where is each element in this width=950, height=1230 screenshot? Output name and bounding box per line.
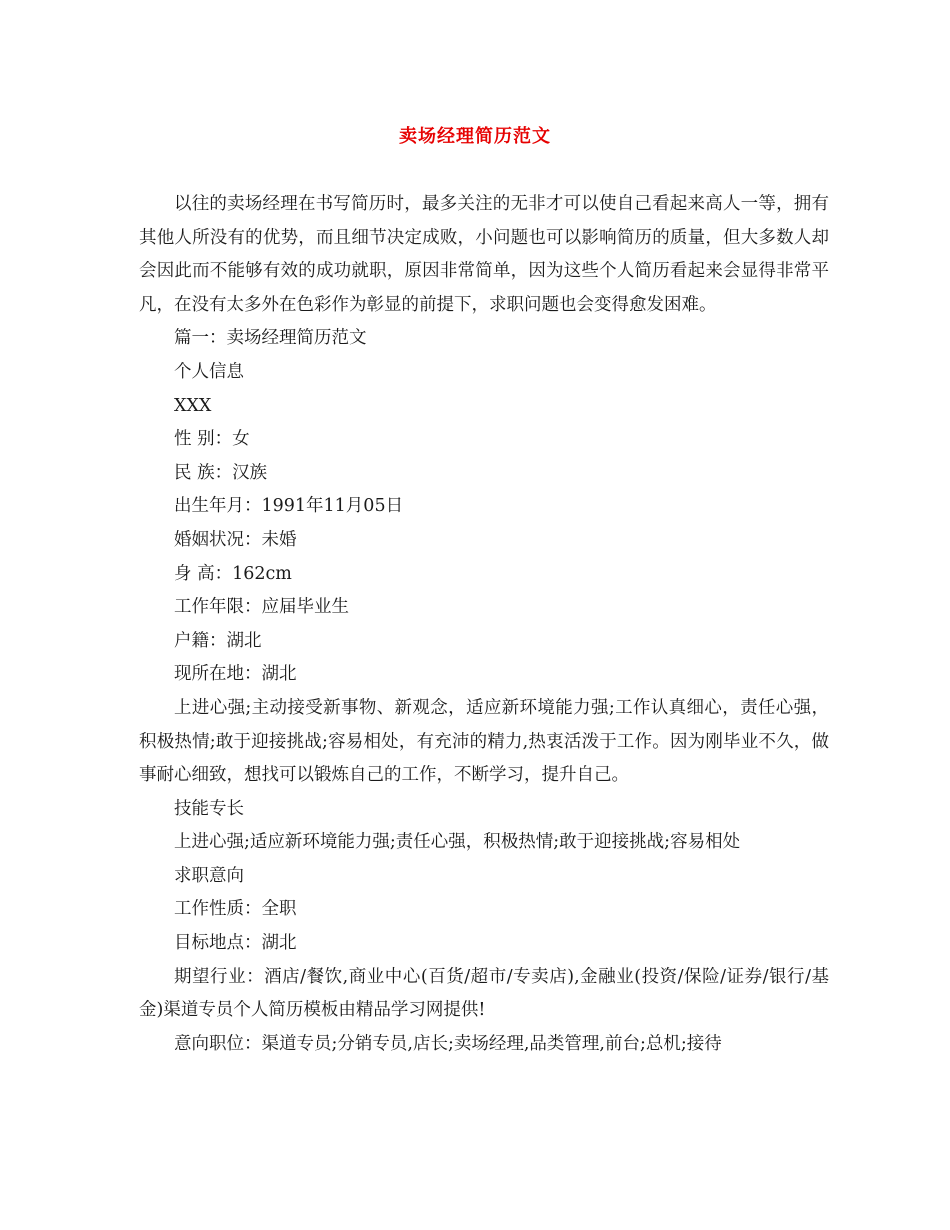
job-type-line: 工作性质：全职 bbox=[174, 899, 297, 920]
gender-line: 性 别：女 bbox=[174, 429, 250, 450]
expected-industry-paragraph: 期望行业：酒店/餐饮,商业中心(百货/超市/专卖店),金融业(投资/保险/证券/银行/基金)渠道专员个人简历模板由精品学习网提供! bbox=[139, 966, 829, 1021]
section-heading: 篇一：卖场经理简历范文 bbox=[174, 328, 367, 349]
marital-status-line: 婚姻状况：未婚 bbox=[174, 529, 297, 550]
intro-paragraph: 以往的卖场经理在书写简历时，最多关注的无非才可以使自己看起来高人一等，拥有其他人所没有的优势，而且细节决定成败，小问题也可以影响简历的质量，但大多数人却会因此而不能够有效的成功就职，原因非常简单，因为这些个人简历看起来会显得非常平凡，在没有太多外在色彩作为彰显的前提下，求职问题也会变得愈发困难。 bbox=[139, 194, 829, 315]
job-intention-heading: 求职意向 bbox=[174, 865, 244, 886]
target-location-line: 目标地点：湖北 bbox=[174, 933, 297, 954]
name-line: XXX bbox=[174, 395, 212, 416]
document-body bbox=[139, 188, 829, 1061]
skills-heading: 技能专长 bbox=[174, 798, 244, 819]
target-positions-line: 意向职位：渠道专员;分销专员,店长;卖场经理,品类管理,前台;总机;接待 bbox=[174, 1033, 722, 1054]
birth-date-line: 出生年月：1991年11月05日 bbox=[174, 496, 404, 517]
personal-info-heading: 个人信息 bbox=[174, 361, 244, 382]
ethnicity-line: 民 族：汉族 bbox=[174, 462, 268, 483]
self-evaluation-paragraph: 上进心强;主动接受新事物、新观念，适应新环境能力强;工作认真细心，责任心强，积极热情;敢于迎接挑战;容易相处，有充沛的精力,热衷活泼于工作。因为刚毕业不久，做事耐心细致，想找可以锻炼自己的工作，不断学习，提升自己。 bbox=[139, 697, 829, 786]
work-years-line: 工作年限：应届毕业生 bbox=[174, 597, 349, 618]
current-location-line: 现所在地：湖北 bbox=[174, 664, 297, 685]
skills-line: 上进心强;适应新环境能力强;责任心强，积极热情;敢于迎接挑战;容易相处 bbox=[174, 832, 741, 853]
document-title: 卖场经理简历范文 bbox=[399, 126, 551, 147]
hukou-line: 户籍：湖北 bbox=[174, 630, 262, 651]
height-line: 身 高：162cm bbox=[174, 563, 292, 584]
